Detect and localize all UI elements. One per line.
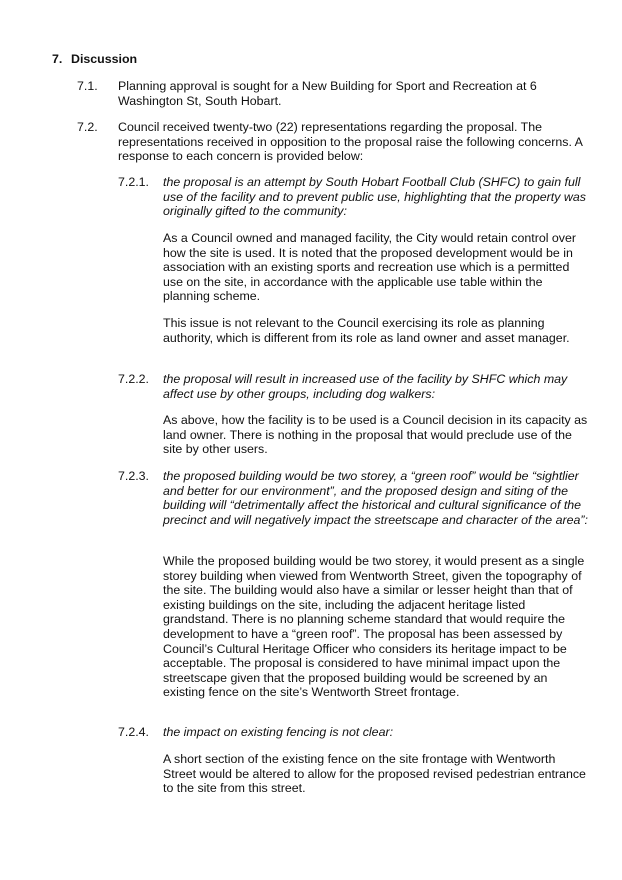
section-title: Discussion [71,52,138,66]
concern-number: 7.2.3. [118,469,150,483]
response-paragraph: While the proposed building would be two storey, it would present as a single storey building when viewed from Wentworth Street, given the topography of the site. The building would also have a similar or lesser height than that of existing buildings on the site, including the adjacent heritage listed grandstand. There is no planning scheme standard that would require the development to have a “green roof”. The proposal has been assessed by Council’s Cultural Heritage Officer who considers its heritage impact to be acceptable. The proposal is considered to have minimal impact upon the streetscape given that the proposed building would be screened by an existing fence on the site’s Wentworth Street frontage. [163,554,585,700]
item-text: Planning approval is sought for a New Building for Sport and Recreation at 6 Washington St, South Hobart. [118,79,537,108]
concern-number: 7.2.4. [118,725,150,739]
section-number: 7. [52,52,63,66]
concern-number: 7.2.1. [118,175,150,189]
concern-text: the proposal will result in increased use of the facility by SHFC which may affect use by other groups, including dog walkers: [163,372,568,401]
response-paragraph: A short section of the existing fence on the site frontage with Wentworth Street would be altered to allow for the proposed revised pedestrian entrance to the site from this street. [163,752,586,796]
response-paragraph: This issue is not relevant to the Council exercising its role as planning authority, which is different from its role as land owner and asset manager. [163,316,570,345]
concern-text: the impact on existing fencing is not clear: [163,725,394,739]
item-number: 7.1. [77,79,98,93]
concern-text: the proposed building would be two storey, a “green roof” would be “sightlier and better for our environment”, and the proposed design and siting of the building will “detrimentally affect the historical and cultural significance of the precinct and will negatively impact the streetscape and character of the area”: [163,469,588,527]
response-paragraph: As a Council owned and managed facility, the City would retain control over how the site is used. It is noted that the proposed development would be in association with an existing sports and recreation use which is a permitted use on the site, in accordance with the applicable use table within the planning scheme. [163,231,577,304]
concern-text: the proposal is an attempt by South Hobart Football Club (SHFC) to gain full use of the facility and to prevent public use, highlighting that the property was originally gifted to the community: [163,175,586,219]
response-paragraph: As above, how the facility is to be used is a Council decision in its capacity as land owner. There is nothing in the proposal that would preclude use of the site by other users. [163,413,588,457]
item-text: Council received twenty-two (22) representations regarding the proposal. The representations received in opposition to the proposal raise the following concerns. A response to each concern is provided below: [118,120,583,164]
item-number: 7.2. [77,120,98,134]
section-heading [52,52,137,67]
concern-number: 7.2.2. [118,372,150,386]
